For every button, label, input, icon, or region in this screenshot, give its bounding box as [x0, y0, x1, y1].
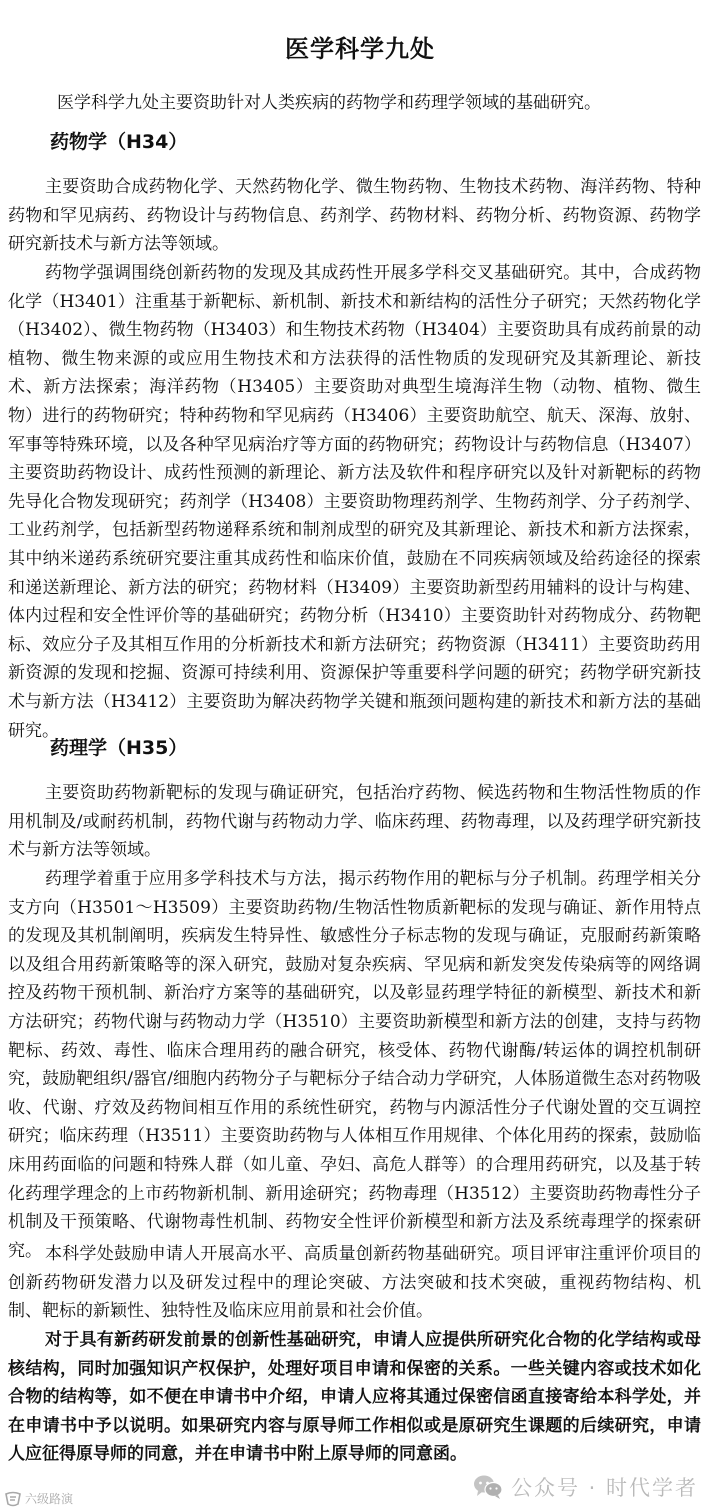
wechat-account-text: 公众号 · 时代学者: [510, 1476, 698, 1500]
pharmacy-paragraph-scope: 主要资助合成药物化学、天然药物化学、微生物药物、生物技术药物、海洋药物、特种药物和罕见病药、药物设计与药物信息、药剂学、药物材料、药物分析、药物资源、药物学研究新技术与新方法等领域。: [8, 177, 701, 255]
encouragement-paragraph: 本科学处鼓励申请人开展高水平、高质量创新药物基础研究。项目评审注重评价项目的创新药物研发潜力以及研发过程中的理论突破、方法突破和技术突破，重视药物结构、机制、靶标的新颖性、独特性及临床应用前景和社会价值。: [8, 1244, 701, 1322]
pharmacy-paragraph-details: 药物学强调围绕创新药物的发现及其成药性开展多学科交叉基础研究。其中，合成药物化学（H3401）注重基于新靶标、新机制、新技术和新结构的活性分子研究；天然药物化学（H3402）、微生物药物（H3403）和生物技术药物（H3404）主要资助具有成药前景的动植物、微生物来源的或应用生物技术和方法获得的活性物质的发现研究及其新理论、新技术、新方法探索；海洋药物（H3405）主要资助对典型生境海洋生物（动物、植物、微生物）进行的药物研究；特种药物和罕见病药（H3406）主要资助航空、航天、深海、放射、军事等特殊环境，以及各种罕见病治疗等方面的药物研究；药物设计与药物信息（H3407）主要资助药物设计、成药性预测的新理论、新方法及软件和程序研究以及针对新靶标的药物先导化合物发现研究；药剂学（H3408）主要资助物理药剂学、生物药剂学、分子药剂学、工业药剂学，包括新型药物递释系统和制剂成型的研究及其新理论、新技术和新方法探索，其中纳米递药系统研究要注重其成药性和临床价值，鼓励在不同疾病领域及给药途径的探索和递送新理论、新方法的研究；药物材料（H3409）主要资助新型药用辅料的设计与构建、体内过程和安全性评价等的基础研究；药物分析（H3410）主要资助针对药物成分、药物靶标、效应分子及其相互作用的分析新技术和新方法研究；药物资源（H3411）主要资助药用新资源的发现和挖掘、资源可持续利用、资源保护等重要科学问题的研究；药物学研究新技术与新方法（H3412）主要资助为解决药物学关键和瓶颈问题构建的新技术和新方法的基础研究。: [8, 263, 701, 741]
logo-watermark: [4, 1490, 73, 1507]
intro-paragraph: 医学科学九处主要资助针对人类疾病的药物学和药理学领域的基础研究。: [57, 93, 601, 113]
pharmacology-paragraph-scope: 主要资助药物新靶标的发现与确证研究，包括治疗药物、候选药物和生物活性物质的作用机制及/或耐药机制，药物代谢与药物动力学、临床药理、药物毒理，以及药理学研究新技术与新方法等领域。: [8, 783, 701, 861]
section-heading-pharmacology: 药理学（H35）: [50, 737, 188, 759]
wechat-icon: [473, 1474, 503, 1500]
confidentiality-paragraph: 对于具有新药研发前景的创新性基础研究，申请人应提供所研究化合物的化学结构或母核结构，同时加强知识产权保护，处理好项目申请和保密的关系。一些关键内容或技术如化合物的结构等，如不便在申请书中介绍，申请人应将其通过保密信函直接寄给本科学处，并在申请书中予以说明。如果研究内容与原导师工作相似或是原研究生课题的后续研究，申请人应征得原导师的同意，并在申请书中附上原导师的同意函。: [8, 1330, 701, 1465]
logo-mark-icon: [4, 1491, 22, 1507]
page-title: 医学科学九处: [285, 35, 435, 63]
wechat-watermark: [473, 1472, 698, 1502]
logo-watermark-text: 六级路演: [25, 1492, 74, 1506]
section-heading-pharmacy: 药物学（H34）: [50, 131, 188, 153]
pharmacology-paragraph-details: 药理学着重于应用多学科技术与方法，揭示药物作用的靶标与分子机制。药理学相关分支方向（H3501～H3509）主要资助药物/生物活性物质新靶标的发现与确证、新作用特点的发现及其机制阐明，疾病发生特异性、敏感性分子标志物的发现与确证，克服耐药新策略以及组合用药新策略等的深入研究，鼓励对复杂疾病、罕见病和新发突发传染病等的网络调控及药物干预机制、新治疗方案等的基础研究，以及彰显药理学特征的新模型、新技术和新方法研究；药物代谢与药物动力学（H3510）主要资助新模型和新方法的创建，支持与药物靶标、药效、毒性、临床合理用药的融合研究，核受体、药物代谢酶/转运体的调控机制研究，鼓励靶组织/器官/细胞内药物分子与靶标分子结合动力学研究，人体肠道微生态对药物吸收、代谢、疗效及药物间相互作用的系统性研究，药物与内源活性分子代谢处置的交互调控研究；临床药理（H3511）主要资助药物与人体相互作用规律、个体化用药的探索，鼓励临床用药面临的问题和特殊人群（如儿童、孕妇、高危人群等）的合理用药研究，以及基于转化药理学理念的上市药物新机制、新用途研究；药物毒理（H3512）主要资助药物毒性分子机制及干预策略、代谢物毒性机制、药物安全性评价新模型和新方法及系统毒理学的探索研究。: [8, 869, 701, 1261]
